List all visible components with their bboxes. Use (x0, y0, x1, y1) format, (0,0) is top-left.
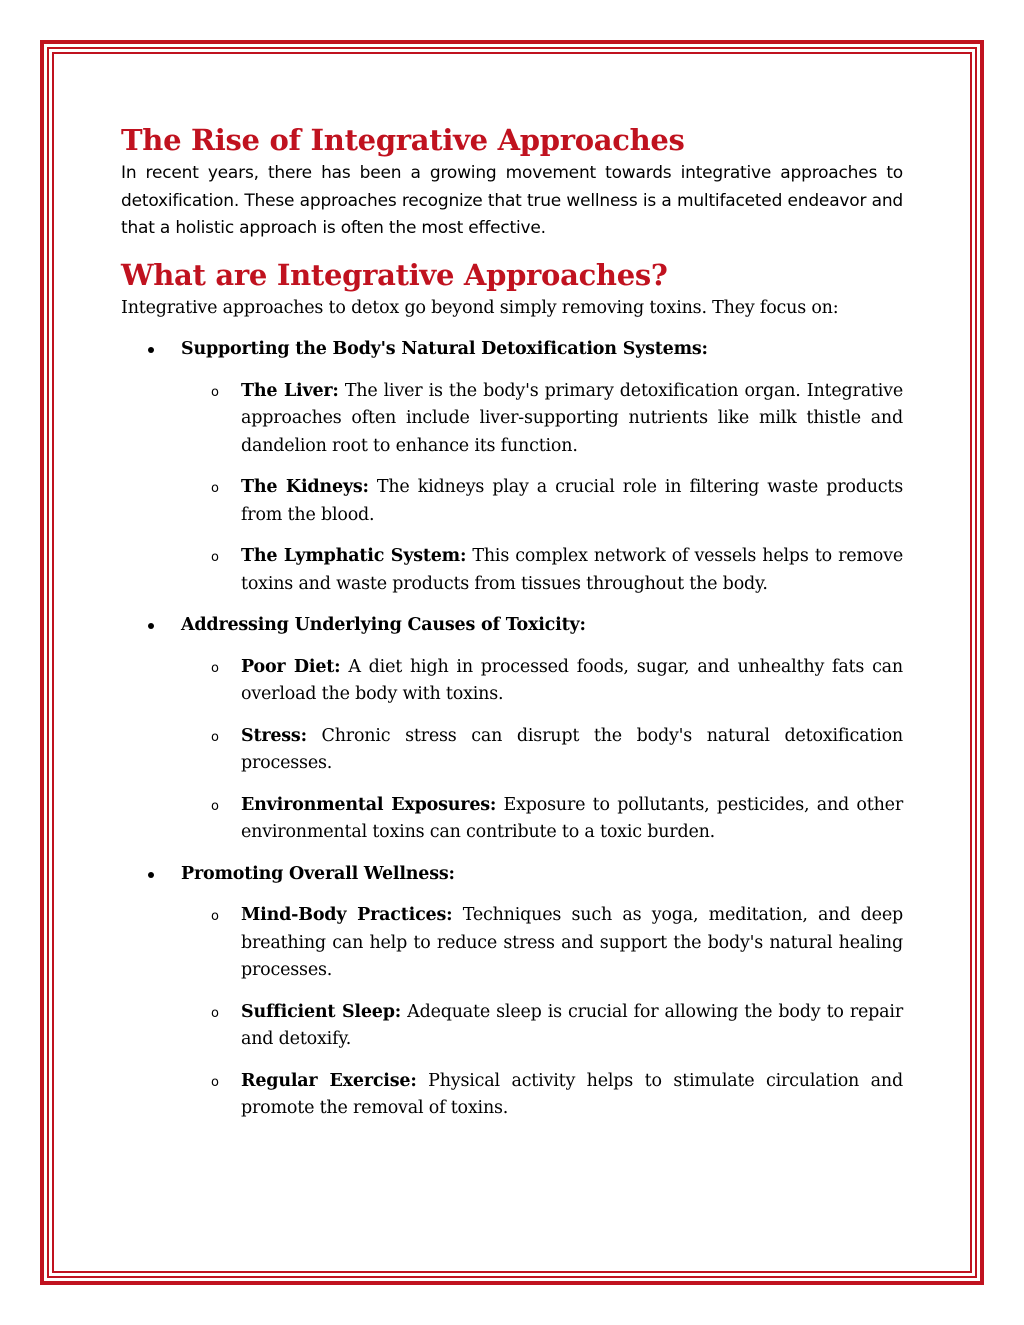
bullet-icon (148, 872, 154, 878)
sub-list-item (181, 723, 903, 778)
list-item (121, 336, 903, 598)
bullet-icon (148, 347, 154, 353)
sub-item-label: The Liver: (241, 380, 339, 401)
sub-item-text: The kidneys play a crucial role in filtering waste products from the blood. (241, 477, 903, 525)
circle-bullet-icon: o (211, 660, 219, 676)
circle-bullet-icon: o (211, 798, 219, 814)
sub-list-item (181, 654, 903, 709)
circle-bullet-icon: o (211, 909, 219, 924)
bullet-icon (148, 623, 154, 629)
what-intro: Integrative approaches to detox go beyond simply removing toxins. They focus on: (121, 297, 839, 318)
sub-list-item (181, 474, 903, 529)
circle-bullet-icon: o (211, 384, 219, 400)
sub-list (181, 378, 903, 599)
sub-item-label: Sufficient Sleep: (241, 1001, 402, 1022)
sub-item-label: Mind-Body Practices: (241, 905, 453, 925)
sub-item-label: Stress: (241, 725, 307, 746)
sub-item-text: The liver is the body's primary detoxification organ. Integrative approaches often include liver-supporting nutrients like milk thistle and dandelion root to enhance its function. (241, 380, 903, 456)
circle-bullet-icon: o (211, 550, 219, 565)
sub-item-text: This complex network of vessels helps to remove toxins and waste products from tissues throughout the body. (241, 546, 903, 594)
sub-list-item (181, 792, 903, 847)
sub-item-text: Techniques such as yoga, meditation, and deep breathing can help to reduce stress and support the body's natural healing processes. (241, 905, 903, 980)
sub-list-item (181, 999, 903, 1054)
sub-list-item (181, 902, 903, 985)
section-title-rise: The Rise of Integrative Approaches (121, 123, 685, 157)
section-title-what: What are Integrative Approaches? (121, 257, 668, 292)
document-body (121, 120, 903, 1123)
sub-item-label: The Lymphatic System: (241, 546, 467, 566)
sub-list (181, 654, 903, 847)
sub-item-text: Adequate sleep is crucial for allowing the body to repair and detoxify. (241, 1001, 903, 1049)
sub-list-item (181, 1068, 903, 1123)
list-item (121, 612, 903, 847)
sub-item-text: A diet high in processed foods, sugar, and unhealthy fats can overload the body with toxins. (241, 656, 903, 704)
circle-bullet-icon: o (211, 1074, 219, 1090)
sub-item-label: Regular Exercise: (241, 1070, 417, 1091)
rise-paragraph: In recent years, there has been a growing movement towards integrative approaches to detoxification. These approaches recognize that true wellness is a multifaceted endeavor and that a holistic approach is often the most effective. (121, 163, 903, 238)
circle-bullet-icon: o (211, 1005, 219, 1021)
focus-list (121, 336, 903, 1123)
sub-item-label: Environmental Exposures: (241, 794, 497, 815)
sub-item-label: The Kidneys: (241, 477, 369, 497)
bullet-heading: Addressing Underlying Causes of Toxicity: (181, 615, 586, 635)
bullet-heading: Promoting Overall Wellness: (181, 863, 455, 884)
sub-list-item (181, 378, 903, 461)
sub-list-item (181, 543, 903, 598)
sub-item-text: Exposure to pollutants, pesticides, and other environmental toxins can contribute to a toxic burden. (241, 794, 903, 842)
circle-bullet-icon: o (211, 481, 219, 496)
sub-list (181, 902, 903, 1123)
circle-bullet-icon: o (211, 729, 219, 745)
sub-item-label: Poor Diet: (241, 656, 341, 677)
sub-item-text: Physical activity helps to stimulate circulation and promote the removal of toxins. (241, 1070, 903, 1118)
bullet-heading: Supporting the Body's Natural Detoxification Systems: (181, 339, 708, 359)
sub-item-text: Chronic stress can disrupt the body's natural detoxification processes. (241, 725, 903, 773)
list-item (121, 861, 903, 1123)
